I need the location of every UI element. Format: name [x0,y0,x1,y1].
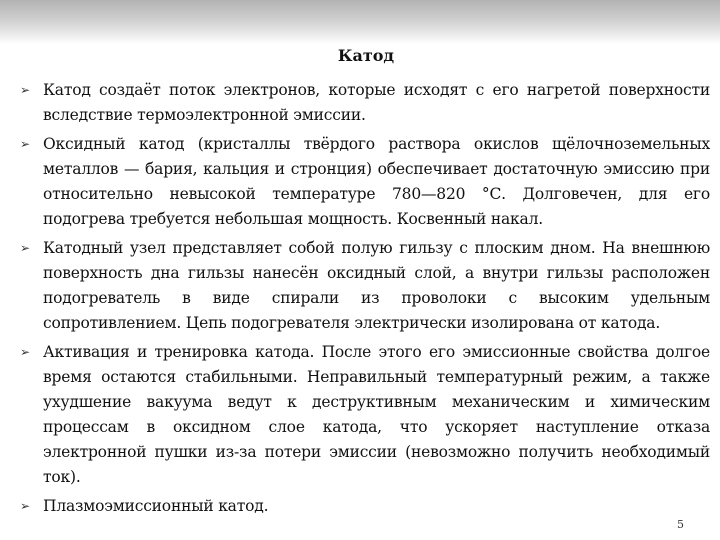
arrow-bullet-icon: ➢ [20,241,30,255]
slide-title: Катод [337,46,395,65]
bullet-item [20,494,710,519]
bullet-item [20,78,710,128]
bullet-list [20,78,710,523]
header-gradient-band [0,0,720,44]
arrow-bullet-icon: ➢ [20,83,30,97]
bullet-text: Активация и тренировка катода. После этого его эмиссионные свойства долгое время остаются стабильными. Неправильный температурный режим, а также ухудшение вакуума ведут к деструктивным механическим и химическим процессам в оксидном слое катода, что ускоряет наступление отказа электронной пушки из-за потери эмиссии (невозможно получить необходимый ток). [43,343,710,486]
bullet-item [20,236,710,336]
bullet-text: Катодный узел представляет собой полую гильзу с плоским дном. На внешнюю поверхность дна гильзы нанесён оксидный слой, а внутри гильзы расположен подогреватель в виде спирали из проволоки с высоким удельным сопротивлением. Цепь подогревателя электрически изолирована от катода. [43,239,710,332]
arrow-bullet-icon: ➢ [20,499,30,513]
bullet-text: Катод создаёт поток электронов, которые исходят с его нагретой поверхности вследствие термоэлектронной эмиссии. [43,81,710,124]
arrow-bullet-icon: ➢ [20,345,30,359]
bullet-item [20,132,710,232]
bullet-text: Плазмоэмиссионный катод. [43,497,269,515]
bullet-text: Оксидный катод (кристаллы твёрдого раствора окислов щёлочноземельных металлов — бария, кальция и стронция) обеспечивает достаточную эмиссию при относительно невысокой температуре 780—820 °С. Долговечен, для его подогрева требуется небольшая мощность. Косвенный накал. [43,135,710,228]
arrow-bullet-icon: ➢ [20,137,30,151]
page-number: 5 [677,518,684,531]
bullet-item [20,340,710,490]
